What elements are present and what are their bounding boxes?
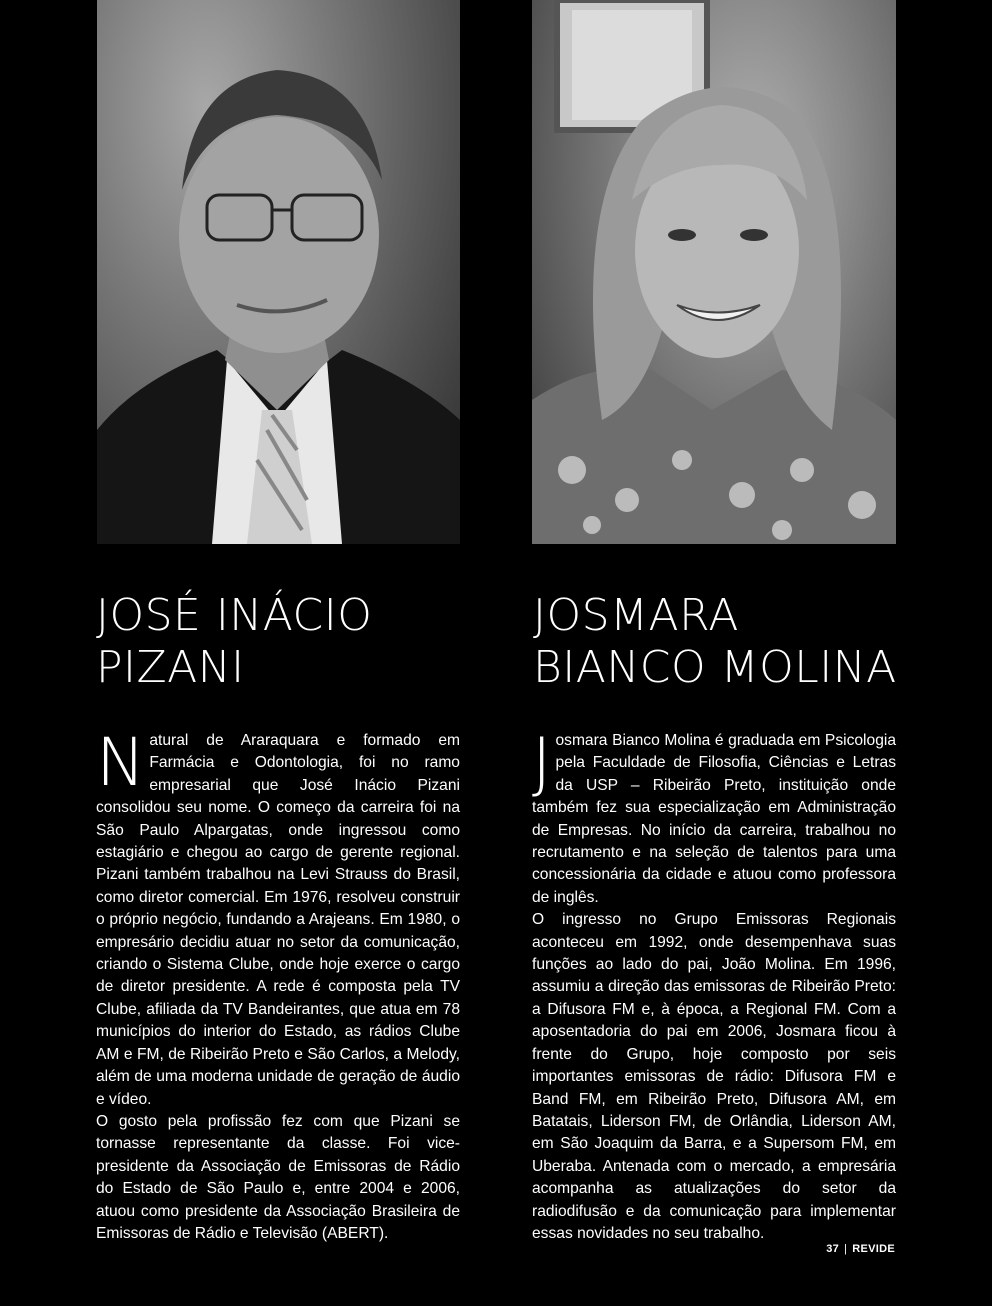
paragraph-text: atural de Araraquara e formado em Farmácia e Odontologia, foi no ramo empresarial que José Inácio Pizani consolidou seu nome. O começo da carreira foi na São Paulo Alpargatas, onde ingressou como estagiário e chegou ao cargo de gerente regional. Pizani também trabalhou na Levi Strauss do Brasil, como diretor comercial. Em 1976, resolveu construir o próprio negócio, fundando a Arajeans. Em 1980, o empresário decidiu atuar no setor da comunicação, criando o Sistema Clube, onde hoje exerce o cargo de diretor presidente. A rede é composta pela TV Clube, afiliada da TV Bandeirantes, que atua em 78 municípios do interior do Estado, as rádios Clube AM e FM, de Ribeirão Preto e São Carlos, a Melody, além de uma moderna unidade de geração de áudio e vídeo. bbox=[96, 732, 460, 1108]
portrait-jose-inacio-pizani bbox=[97, 0, 460, 544]
paragraph-1 bbox=[96, 724, 460, 1111]
footer-separator: | bbox=[844, 1243, 848, 1255]
portrait-man-illustration bbox=[97, 0, 460, 544]
page-footer bbox=[826, 1243, 895, 1255]
drop-cap: J bbox=[532, 724, 552, 801]
paragraph-2: O gosto pela profissão fez com que Pizani se tornasse representante da classe. Foi vice-presidente da Associação de Emissoras de Rádio do Estado de São Paulo e, entre 2004 e 2006, atuou como presidente da Associação Brasileira de Emissoras de Rádio e Televisão (ABERT). bbox=[96, 1112, 460, 1242]
article-left bbox=[96, 724, 460, 1245]
drop-cap: N bbox=[96, 724, 146, 801]
name-line-2: PIZANI bbox=[96, 642, 245, 693]
portrait-josmara-bianco-molina bbox=[532, 0, 896, 544]
person-name-left bbox=[96, 590, 496, 694]
paragraph-2: O ingresso no Grupo Emissoras Regionais aconteceu em 1992, onde desempenhava suas funções ao lado do pai, João Molina. Em 1996, assumiu a direção das emissoras de Ribeirão Preto: a Difusora FM e, à época, a Regional FM. Com a aposentadoria do pai em 2006, Josmara ficou à frente do Grupo, hoje composto por seis importantes emissoras de rádio: Difusora FM e Band FM, em Ribeirão Preto, Difusora AM, em Batatais, Liderson FM, de Orlândia, Liderson AM, em São Joaquim da Barra, e a Supersom FM, em Uberaba. Antenada com o mercado, a empresária acompanha as atualizações do setor da radiodifusão e da comunicação para implementar essas novidades no seu trabalho. bbox=[532, 911, 896, 1242]
page-number: 37 bbox=[826, 1243, 840, 1255]
paragraph-text: osmara Bianco Molina é graduada em Psicologia pela Faculdade de Filosofia, Ciências e Letras da USP – Ribeirão Preto, instituição onde também fez sua especialização em Administração de Empresas. No início da carreira, trabalhou no recrutamento e na seleção de talentos para uma concessionária da cidade e atuou como professora de inglês. bbox=[532, 732, 896, 906]
name-line-1: JOSÉ INÁCIO bbox=[96, 590, 373, 641]
article-right bbox=[532, 724, 896, 1245]
person-name-right bbox=[533, 590, 933, 694]
portrait-woman-illustration bbox=[532, 0, 896, 544]
name-line-1: JOSMARA bbox=[533, 590, 739, 641]
publication-name: REVIDE bbox=[852, 1243, 895, 1255]
name-line-2: BIANCO MOLINA bbox=[533, 642, 897, 693]
paragraph-1 bbox=[532, 724, 896, 909]
